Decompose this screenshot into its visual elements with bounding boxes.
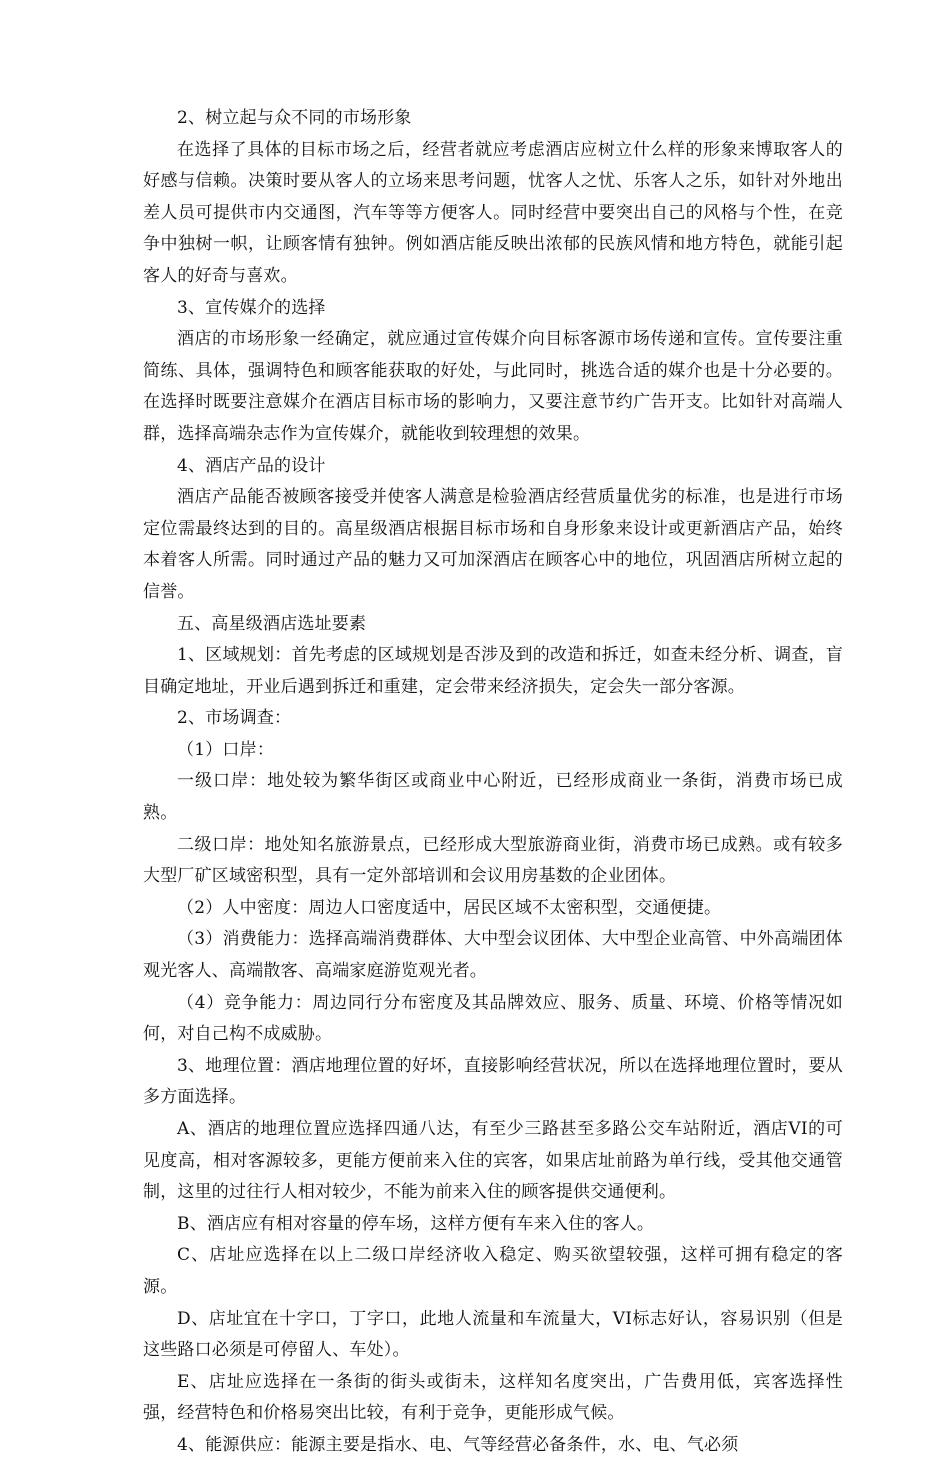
section-heading: 五、高星级酒店选址要素 (177, 613, 367, 634)
body-paragraph: （4）竞争能力：周边同行分布密度及其品牌效应、服务、质量、环境、价格等情况如何，对自己构不成威胁。 (143, 992, 843, 1045)
list-item-heading: （1）口岸： (177, 739, 275, 760)
subsection-heading: 2、市场调查： (177, 708, 292, 729)
body-paragraph: 3、地理位置：酒店地理位置的好坏，直接影响经营状况，所以在选择地理位置时，要从多方面选择。 (143, 1055, 843, 1108)
body-paragraph: 二级口岸：地处知名旅游景点，已经形成大型旅游商业街，消费市场已成熟。或有较多大型厂矿区域密积型，具有一定外部培训和会议用房基数的企业团体。 (143, 834, 843, 887)
body-paragraph: （2）人中密度：周边人口密度适中，居民区域不太密积型，交通便捷。 (177, 897, 722, 918)
subsection-heading: 2、树立起与众不同的市场形象 (177, 108, 412, 128)
body-paragraph: E、店址应选择在一条街的街头或街未，这样知名度突出，广告费用低，宾客选择性强，经营特色和价格易突出比较，有利于竞争，更能形成气候。 (143, 1371, 843, 1424)
body-paragraph: A、酒店的地理位置应选择四通八达，有至少三路甚至多路公交车站附近，酒店VI的可见度高，相对客源较多，更能方便前来入住的宾客，如果店址前路为单行线，受其他交通管制，这里的过往行人相对较少，不能为前来入住的顾客提供交通便利。 (143, 1119, 843, 1203)
body-paragraph: 酒店的市场形象一经确定，就应通过宣传媒介向目标客源市场传递和宣传。宣传要注重简练、具体，强调特色和顾客能获取的好处，与此同时，挑选合适的媒介也是十分必要的。在选择时既要注意媒介在酒店目标市场的影响力，又要注意节约广告开支。比如针对高端人群，选择高端杂志作为宣传媒介，就能收到较理想的效果。 (143, 329, 843, 444)
body-paragraph: （3）消费能力：选择高端消费群体、大中型会议团体、大中型企业高管、中外高端团体观光客人、高端散客、高端家庭游览观光者。 (143, 929, 843, 982)
body-paragraph: 1、区域规划：首先考虑的区域规划是否涉及到的改造和拆迁，如查未经分析、调查，盲目确定地址，开业后遇到拆迁和重建，定会带来经济损失，定会失一部分客源。 (143, 645, 843, 697)
body-paragraph: D、店址宜在十字口，丁字口，此地人流量和车流量大，VI标志好认，容易识别（但是这些路口必须是可停留人、车处）。 (143, 1308, 843, 1361)
body-paragraph: 4、能源供应：能源主要是指水、电、气等经营必备条件，水、电、气必须 (177, 1434, 739, 1455)
body-paragraph: C、店址应选择在以上二级口岸经济收入稳定、购买欲望较强，这样可拥有稳定的客源。 (143, 1245, 843, 1297)
subsection-heading: 4、酒店产品的设计 (177, 455, 326, 476)
body-paragraph: 一级口岸：地处较为繁华街区或商业中心附近，已经形成商业一条街，消费市场已成熟。 (143, 771, 843, 824)
body-paragraph: 在选择了具体的目标市场之后，经营者就应考虑酒店应树立什么样的形象来博取客人的好感与信赖。决策时要从客人的立场来思考问题，忧客人之忧、乐客人之乐，如针对外地出差人员可提供市内交通图，汽车等等方便客人。同时经营中要突出自己的风格与个性，在竞争中独树一帜，让顾客情有独钟。例如酒店能反映出浓郁的民族风情和地方特色，就能引起客人的好奇与喜欢。 (143, 139, 843, 286)
body-paragraph: 酒店产品能否被顾客接受并使客人满意是检验酒店经营质量优劣的标准，也是进行市场定位需最终达到的目的。高星级酒店根据目标市场和自身形象来设计或更新酒店产品，始终本着客人所需。同时通过产品的魅力又可加深酒店在顾客心中的地位，巩固酒店所树立起的信誉。 (143, 487, 843, 602)
body-paragraph: B、酒店应有相对容量的停车场，这样方便有车来入住的客人。 (177, 1213, 655, 1234)
subsection-heading: 3、宣传媒介的选择 (177, 297, 326, 318)
document-body (143, 103, 843, 1462)
